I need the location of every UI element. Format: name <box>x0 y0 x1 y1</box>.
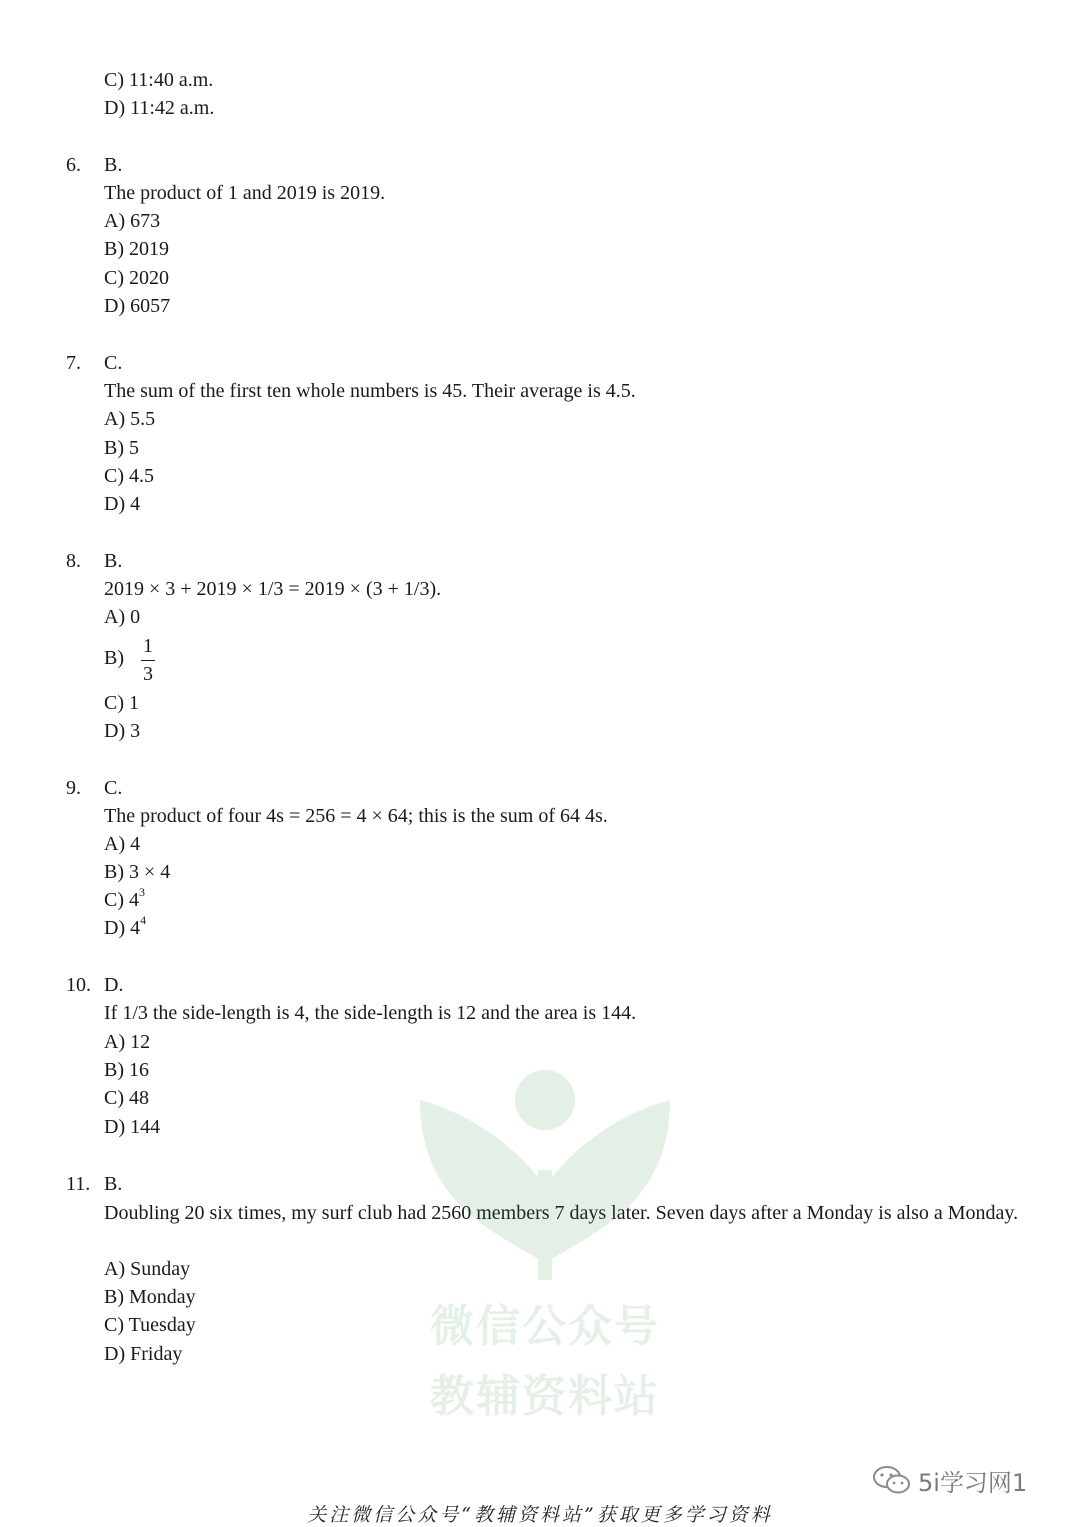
brand-text: 5i学习网1 <box>918 1468 1028 1497</box>
answer-letter: C. <box>104 777 123 799</box>
fraction-denominator: 3 <box>143 663 153 685</box>
option-c-prev: C) 11:40 a.m. <box>104 69 214 91</box>
fraction <box>138 633 158 687</box>
option-a: A) 0 <box>104 606 141 628</box>
answer-letter: C. <box>104 352 123 374</box>
option-d: D) 4 <box>104 493 141 515</box>
explanation: Doubling 20 six times, my surf club had 2560 members 7 days later. Seven days after a Monday is also a Monday. <box>104 1202 1019 1224</box>
sprout-logo-icon <box>400 1060 690 1290</box>
answer-letter: B. <box>104 154 123 176</box>
option-a: A) 4 <box>104 833 141 855</box>
option-a: A) 673 <box>104 210 161 232</box>
explanation: The product of 1 and 2019 is 2019. <box>104 182 386 204</box>
option-d-exponent: 4 <box>140 913 147 928</box>
brand-badge <box>872 1460 1027 1500</box>
watermark <box>400 1060 690 1420</box>
answer-letter: B. <box>104 1173 123 1195</box>
fraction-numerator: 1 <box>143 635 153 657</box>
explanation: The sum of the first ten whole numbers is 45. Their average is 4.5. <box>104 380 636 402</box>
watermark-line-1: 微信公众号 <box>430 1301 660 1352</box>
question-number: 9. <box>66 777 81 799</box>
option-a: A) Sunday <box>104 1258 191 1280</box>
question-number: 6. <box>66 154 81 176</box>
fraction-bar <box>141 660 155 661</box>
option-c-row <box>104 887 145 913</box>
option-b: B) Monday <box>104 1286 196 1308</box>
wechat-icon <box>872 1463 912 1497</box>
answer-letter: D. <box>104 974 124 996</box>
answer-letter: B. <box>104 550 123 572</box>
option-c: C) 1 <box>104 692 139 714</box>
question-number: 10. <box>66 974 91 996</box>
question-number: 11. <box>66 1173 91 1195</box>
option-d: D) 144 <box>104 1116 161 1138</box>
option-c: C) 48 <box>104 1087 149 1109</box>
option-d: D) 6057 <box>104 295 171 317</box>
watermark-line-2: 教辅资料站 <box>430 1371 660 1422</box>
explanation: The product of four 4s = 256 = 4 × 64; this is the sum of 64 4s. <box>104 805 608 827</box>
option-a: A) 12 <box>104 1031 151 1053</box>
option-d-prev: D) 11:42 a.m. <box>104 97 215 119</box>
option-d-row <box>104 915 146 941</box>
question-number: 8. <box>66 550 81 572</box>
option-c-exponent: 3 <box>139 885 145 900</box>
option-d: D) 4 <box>104 917 141 939</box>
explanation: If 1/3 the side-length is 4, the side-length is 12 and the area is 144. <box>104 1002 637 1024</box>
option-b: B) 2019 <box>104 238 169 260</box>
option-b: B) 3 × 4 <box>104 861 171 883</box>
option-d: D) Friday <box>104 1343 183 1365</box>
explanation: 2019 × 3 + 2019 × 1/3 = 2019 × (3 + 1/3). <box>104 578 442 600</box>
footer-note: 关注微信公众号“教辅资料站”获取更多学习资料 <box>307 1504 773 1526</box>
option-c: C) 4 <box>104 889 139 911</box>
option-b: B) <box>104 647 124 669</box>
option-c: C) 2020 <box>104 267 169 289</box>
option-c: C) Tuesday <box>104 1314 196 1336</box>
option-d: D) 3 <box>104 720 141 742</box>
option-b: B) 16 <box>104 1059 149 1081</box>
option-b: B) 5 <box>104 437 139 459</box>
question-number: 7. <box>66 352 81 374</box>
option-a: A) 5.5 <box>104 408 156 430</box>
option-c: C) 4.5 <box>104 465 154 487</box>
